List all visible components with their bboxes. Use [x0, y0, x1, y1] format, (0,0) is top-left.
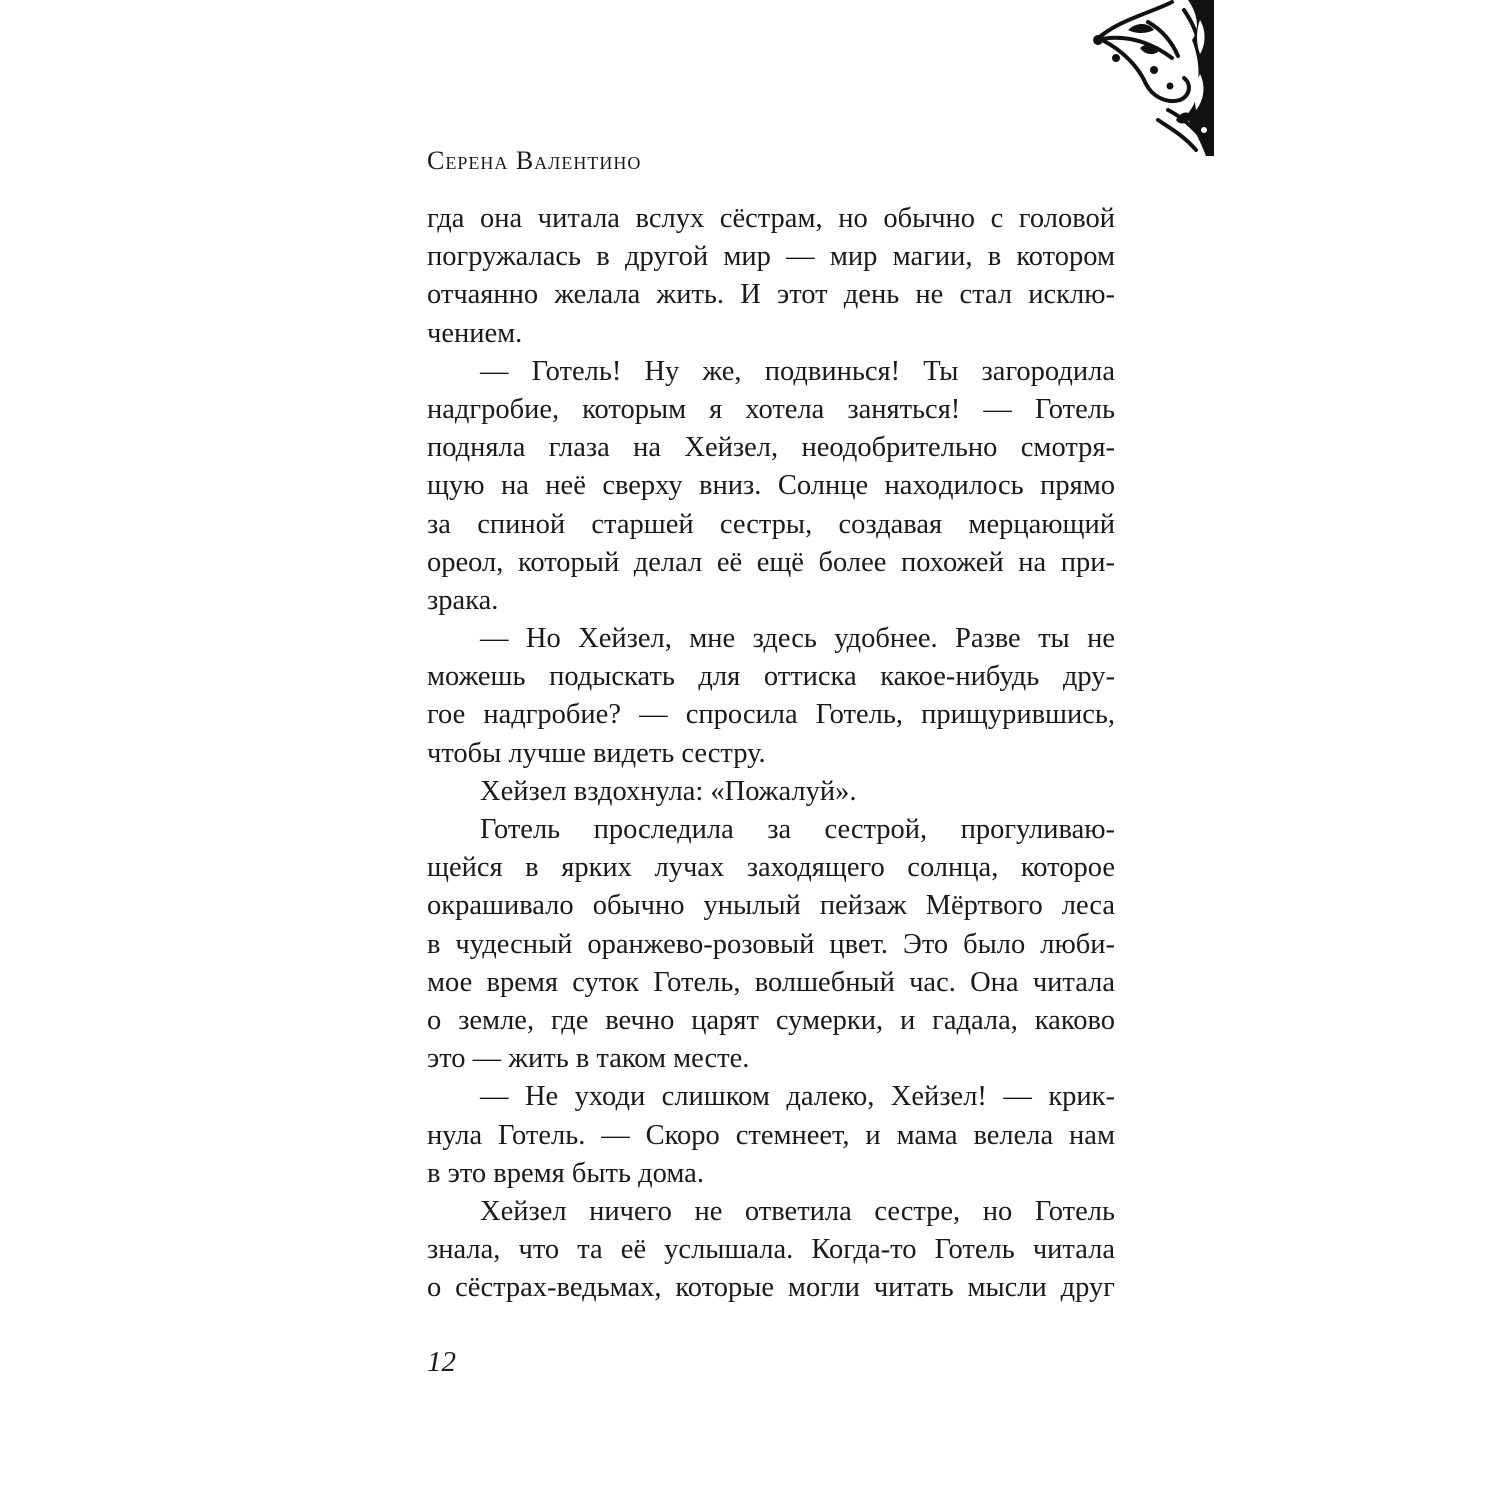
text-line: Хейзел ничего не ответила сестре, но Готель — [480, 1195, 1115, 1227]
text-line: чтобы лучше видеть сестру. — [427, 737, 766, 769]
text-line: щую на неё сверху вниз. Солнце находилось прямо — [427, 470, 1115, 502]
text-line: подняла глаза на Хейзел, неодобрительно смотря- — [427, 432, 1115, 464]
text-line: — Но Хейзел, мне здесь удобнее. Разве ты не — [480, 623, 1115, 655]
text-line: гда она читала вслух сёстрам, но обычно с головой — [427, 203, 1115, 234]
text-line: в чудесный оранжево-розовый цвет. Это было люби- — [427, 928, 1115, 960]
text-line: это — жить в таком месте. — [427, 1043, 750, 1075]
text-line: ореол, который делал её ещё более похожей на при- — [427, 546, 1115, 578]
text-line: знала, что та её услышала. Когда-то Готель читала — [427, 1234, 1115, 1266]
text-line: щейся в ярких лучах заходящего солнца, которое — [427, 852, 1115, 884]
text-line: можешь подыскать для оттиска какое-нибудь дру- — [427, 661, 1115, 693]
text-line: мое время суток Готель, волшебный час. Она читала — [427, 966, 1115, 998]
ornate-corner-icon — [1088, 0, 1214, 156]
text-line: — Готель! Ну же, подвинься! Ты загородила — [480, 355, 1115, 387]
text-line: надгробие, которым я хотела заняться! — Готель — [427, 393, 1115, 425]
text-line: нула Готель. — Скоро стемнеет, и мама велела нам — [427, 1119, 1115, 1151]
body-text — [427, 200, 1115, 1307]
text-line: за спиной старшей сестры, создавая мерцающий — [427, 508, 1115, 540]
text-line: — Не уходи слишком далеко, Хейзел! — крик- — [480, 1081, 1115, 1113]
text-line: Хейзел вздохнула: «Пожалуй». — [480, 775, 857, 807]
text-line: погружалась в другой мир — мир магии, в котором — [427, 241, 1115, 273]
text-line: Готель проследила за сестрой, прогуливаю- — [480, 814, 1115, 845]
text-line: чением. — [427, 317, 523, 349]
text-line: гое надгробие? — спросила Готель, прищурившись, — [427, 699, 1115, 731]
page-number: 12 — [427, 1346, 456, 1378]
text-line: о земле, где вечно царят сумерки, и гадала, каково — [427, 1004, 1115, 1036]
text-line: о сёстрах-ведьмах, которые могли читать мысли друг — [427, 1272, 1115, 1304]
running-head: Серена Валентино — [427, 146, 642, 175]
text-line: зрака. — [427, 584, 499, 616]
text-line: в это время быть дома. — [427, 1157, 704, 1189]
text-line: окрашивало обычно унылый пейзаж Мёртвого леса — [427, 890, 1115, 922]
text-line: отчаянно желала жить. И этот день не стал исклю- — [427, 279, 1115, 311]
